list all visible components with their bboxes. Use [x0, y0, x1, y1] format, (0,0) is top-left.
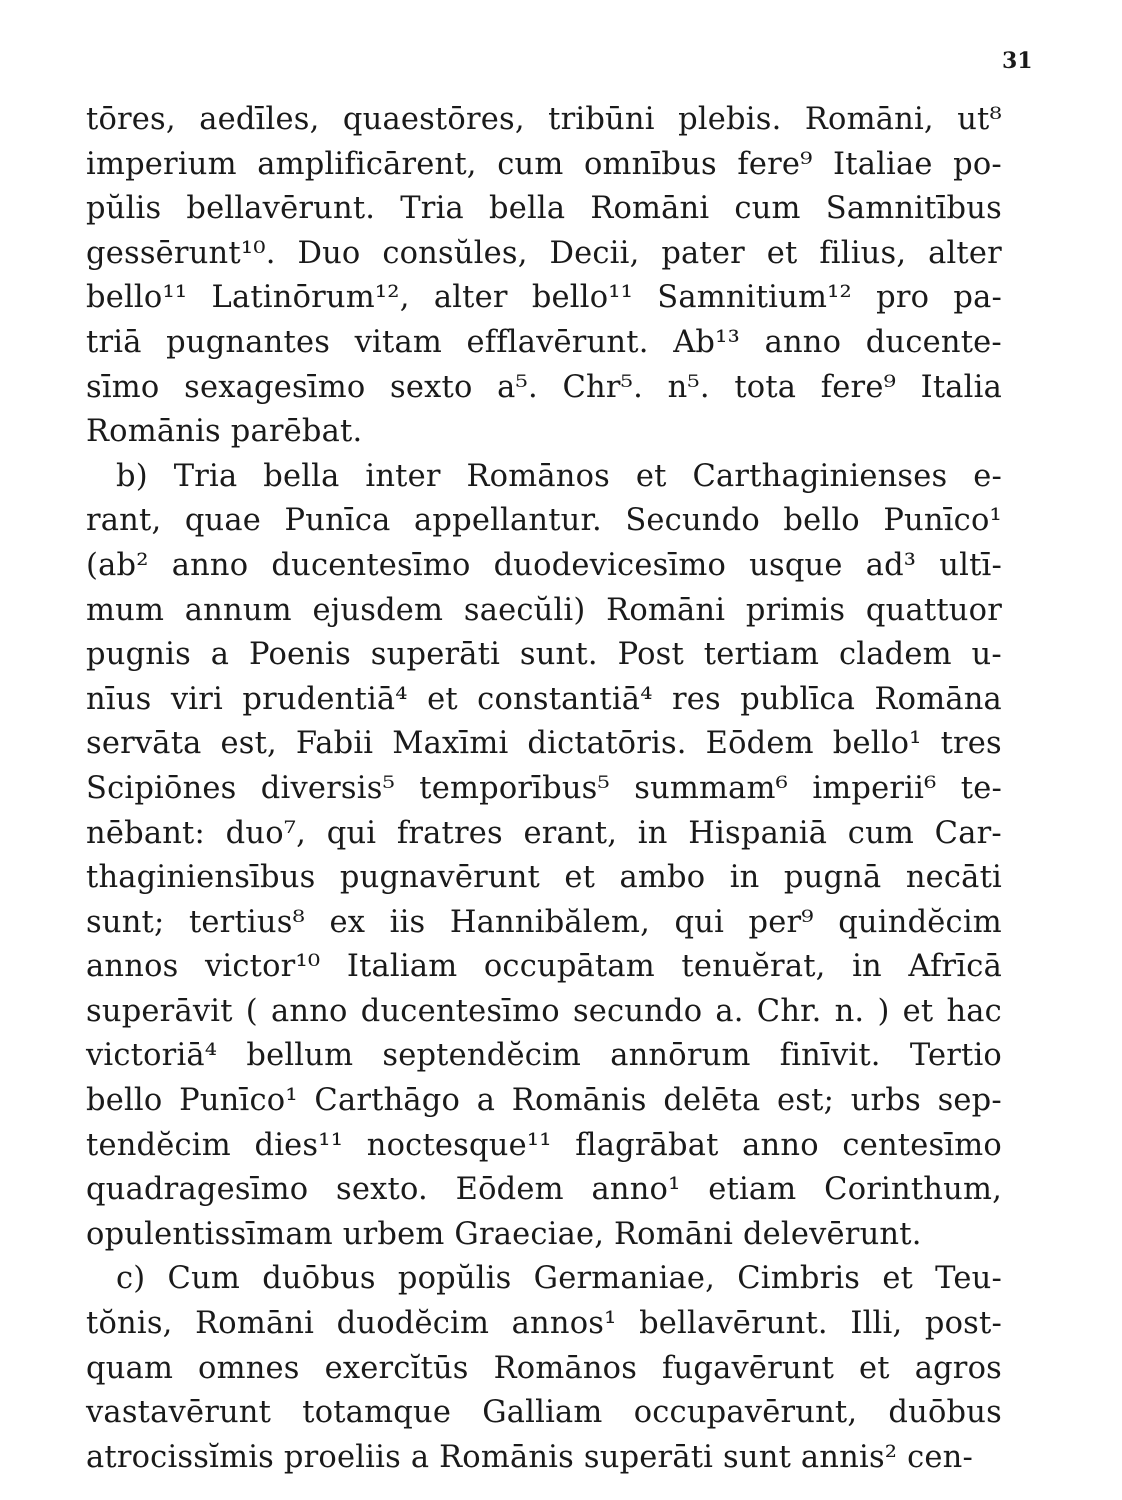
text-line: atrocissĭmis proeliis a Romānis superāti sunt annis² cen- [86, 1439, 973, 1475]
text-line: quadragesīmo sexto. Eōdem anno¹ etiam Corinthum, [86, 1172, 1002, 1208]
text-line: pugnis a Poenis superāti sunt. Post tertiam cladem u- [86, 637, 1002, 673]
text-line: pŭlis bellavērunt. Tria bella Romāni cum Samnitībus [86, 191, 1002, 227]
text-line: Scipiōnes diversis⁵ temporībus⁵ summam⁶ imperii⁶ te- [86, 770, 1002, 806]
text-line: gessērunt¹⁰. Duo consŭles, Decii, pater et filius, alter [86, 235, 1002, 271]
text-line: tōres, aedīles, quaestōres, tribūni plebis. Romāni, ut⁸ [86, 102, 1002, 137]
text-line: b) Tria bella inter Romānos et Carthaginienses e- [116, 458, 1002, 494]
text-line: annos victor¹⁰ Italiam occupātam tenuĕrat, in Afrīcā [86, 949, 1002, 985]
text-line: nēbant: duo⁷, qui fratres erant, in Hispaniā cum Car- [86, 815, 1002, 851]
text-line: quam omnes exercĭtūs Romānos fugavērunt et agros [86, 1350, 1002, 1386]
text-line: bello Punīco¹ Carthāgo a Romānis delēta est; urbs sep- [86, 1083, 1002, 1119]
page-number: 31 [1002, 48, 1033, 74]
text-line: nīus viri prudentiā⁴ et constantiā⁴ res publīca Romāna [86, 681, 1002, 717]
text-line: triā pugnantes vitam efflavērunt. Ab¹³ anno ducente- [86, 324, 1002, 360]
text-line: tŏnis, Romāni duodĕcim annos¹ bellavērunt. Illi, post- [86, 1306, 1002, 1342]
text-line: opulentissīmam urbem Graeciae, Romāni delevērunt. [86, 1216, 922, 1252]
text-line: mum annum ejusdem saecŭli) Romāni primis quattuor [86, 592, 1002, 628]
text-line: superāvit ( anno ducentesīmo secundo a. Chr. n. ) et hac [86, 993, 1002, 1029]
text-line: Romānis parēbat. [86, 414, 363, 450]
text-line: servāta est, Fabii Maxīmi dictatōris. Eōdem bello¹ tres [86, 726, 1002, 762]
body-text [86, 98, 1002, 1480]
text-line: sunt; tertius⁸ ex iis Hannibălem, qui per⁹ quindĕcim [86, 904, 1002, 940]
text-line: (ab² anno ducentesīmo duodevicesīmo usque ad³ ultī- [86, 547, 1002, 583]
text-line: sīmo sexagesīmo sexto a⁵. Chr⁵. n⁵. tota fere⁹ Italia [86, 369, 1002, 405]
text-line: thaginiensībus pugnavērunt et ambo in pugnā necāti [86, 860, 1002, 896]
text-line: vastavērunt totamque Galliam occupavērunt, duōbus [86, 1395, 1002, 1431]
text-line: victoriā⁴ bellum septendĕcim annōrum finīvit. Tertio [86, 1038, 1002, 1074]
text-line: imperium amplificārent, cum omnībus fere⁹ Italiae po- [86, 146, 1002, 182]
text-line: c) Cum duōbus popŭlis Germaniae, Cimbris et Teu- [116, 1261, 1002, 1297]
text-line: tendĕcim dies¹¹ noctesque¹¹ flagrābat anno centesīmo [86, 1127, 1002, 1163]
text-line: bello¹¹ Latinōrum¹², alter bello¹¹ Samnitium¹² pro pa- [86, 280, 1002, 316]
text-line: rant, quae Punīca appellantur. Secundo bello Punīco¹ [86, 503, 1002, 539]
